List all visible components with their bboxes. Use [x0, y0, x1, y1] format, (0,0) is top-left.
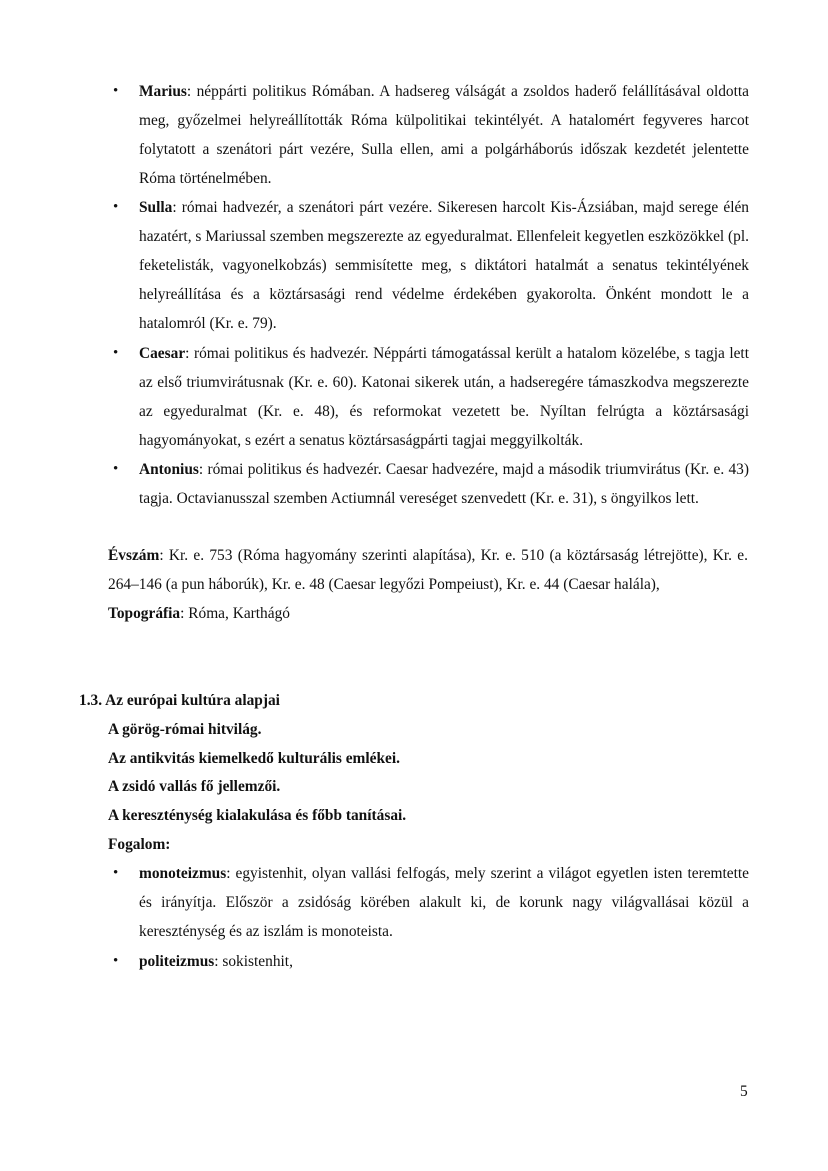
bullet-marker: • [113, 345, 119, 361]
page-number: 5 [740, 1083, 748, 1100]
evszam-text: : Kr. e. 753 (Róma hagyomány szerinti alapítása), Kr. e. 510 (a köztársaság létrejötte), Kr. e. 264–146 (a pun háborúk), Kr. e. 48 (Caesar legyőzi Pompeiust), Kr. e. 44 (Caesar halála), [108, 547, 748, 593]
list-item-antonius [139, 455, 749, 513]
definition-caesar: : római politikus és hadvezér. Néppárti támogatással került a hatalom közelébe, s tagja lett az első triumvirátusnak (Kr. e. 60). Katonai sikerek után, a hadseregére támaszkodva megszerezte az egyeduralmat (Kr. e. 48), és reformokat vezetett be. Nyíltan felrúgta a köztársasági hagyományokat, s ezért a senatus köztársaságpárti tagjai meggyilkolták. [139, 345, 749, 449]
definition-monoteizmus: : egyistenhit, olyan vallási felfogás, mely szerint a világot egyetlen isten teremtette és irányítja. Először a zsidóság körében alakult ki, de korunk nagy világvallásai közül a kereszténység és az iszlám is monoteista. [139, 865, 749, 940]
subheading-3: A zsidó vallás fő jellemzői. [108, 778, 281, 795]
evszam-label: Évszám [108, 547, 160, 564]
section-heading: 1.3. Az európai kultúra alapjai [79, 692, 280, 709]
list-item-monoteizmus [139, 859, 749, 946]
evszam-paragraph [108, 541, 748, 599]
definition-antonius: : római politikus és hadvezér. Caesar hadvezére, majd a második triumvirátus (Kr. e. 43) tagja. Octavianusszal szemben Actiumnál vereséget szenvedett (Kr. e. 31), s öngyilkos lett. [139, 461, 749, 507]
term-sulla: Sulla [139, 199, 173, 216]
definition-politeizmus: : sokistenhit, [214, 953, 293, 970]
list-item-marius [139, 77, 749, 193]
definition-sulla: : római hadvezér, a szenátori párt vezére. Sikeresen harcolt Kis-Ázsiában, majd serege élén hazatért, s Mariussal szemben megszerezte az egyeduralmat. Ellenfeleit kegyetlen eszközökkel (pl. feketelisták, vagyonelkobzás) semmisítette meg, s diktátori hatalmát a senatus tekintélyének helyreállítása és a köztársasági rend védelme érdekében gyakorolta. Önként mondott le a hatalomról (Kr. e. 79). [139, 199, 749, 332]
bullet-marker: • [113, 83, 119, 99]
term-politeizmus: politeizmus [139, 953, 215, 970]
list-item-sulla [139, 193, 749, 338]
subheading-1: A görög-római hitvilág. [108, 721, 262, 738]
term-marius: Marius [139, 83, 187, 100]
topografia-label: Topográfia [108, 605, 181, 622]
term-antonius: Antonius [139, 461, 199, 478]
term-monoteizmus: monoteizmus [139, 865, 227, 882]
bullet-marker: • [113, 461, 119, 477]
subheading-4: A kereszténység kialakulása és főbb tanításai. [108, 807, 407, 824]
list-item-caesar [139, 339, 749, 455]
fogalom-label: Fogalom: [108, 836, 171, 853]
topografia-paragraph [108, 599, 748, 628]
list-item-politeizmus [139, 947, 749, 976]
definition-marius: : néppárti politikus Rómában. A hadsereg válságát a zsoldos haderő felállításával oldotta meg, győzelmei helyreállították Róma külpolitikai tekintélyét. A hatalomért fegyveres harcot folytatott a szenátori párt vezére, Sulla ellen, ami a polgárháborús időszak kezdetét jelentette Róma történelmében. [139, 83, 749, 187]
subheading-2: Az antikvitás kiemelkedő kulturális emlékei. [108, 750, 400, 767]
term-caesar: Caesar [139, 345, 186, 362]
topografia-text: : Róma, Karthágó [180, 605, 290, 622]
bullet-marker: • [113, 199, 119, 215]
bullet-marker: • [113, 865, 119, 881]
bullet-marker: • [113, 953, 119, 969]
